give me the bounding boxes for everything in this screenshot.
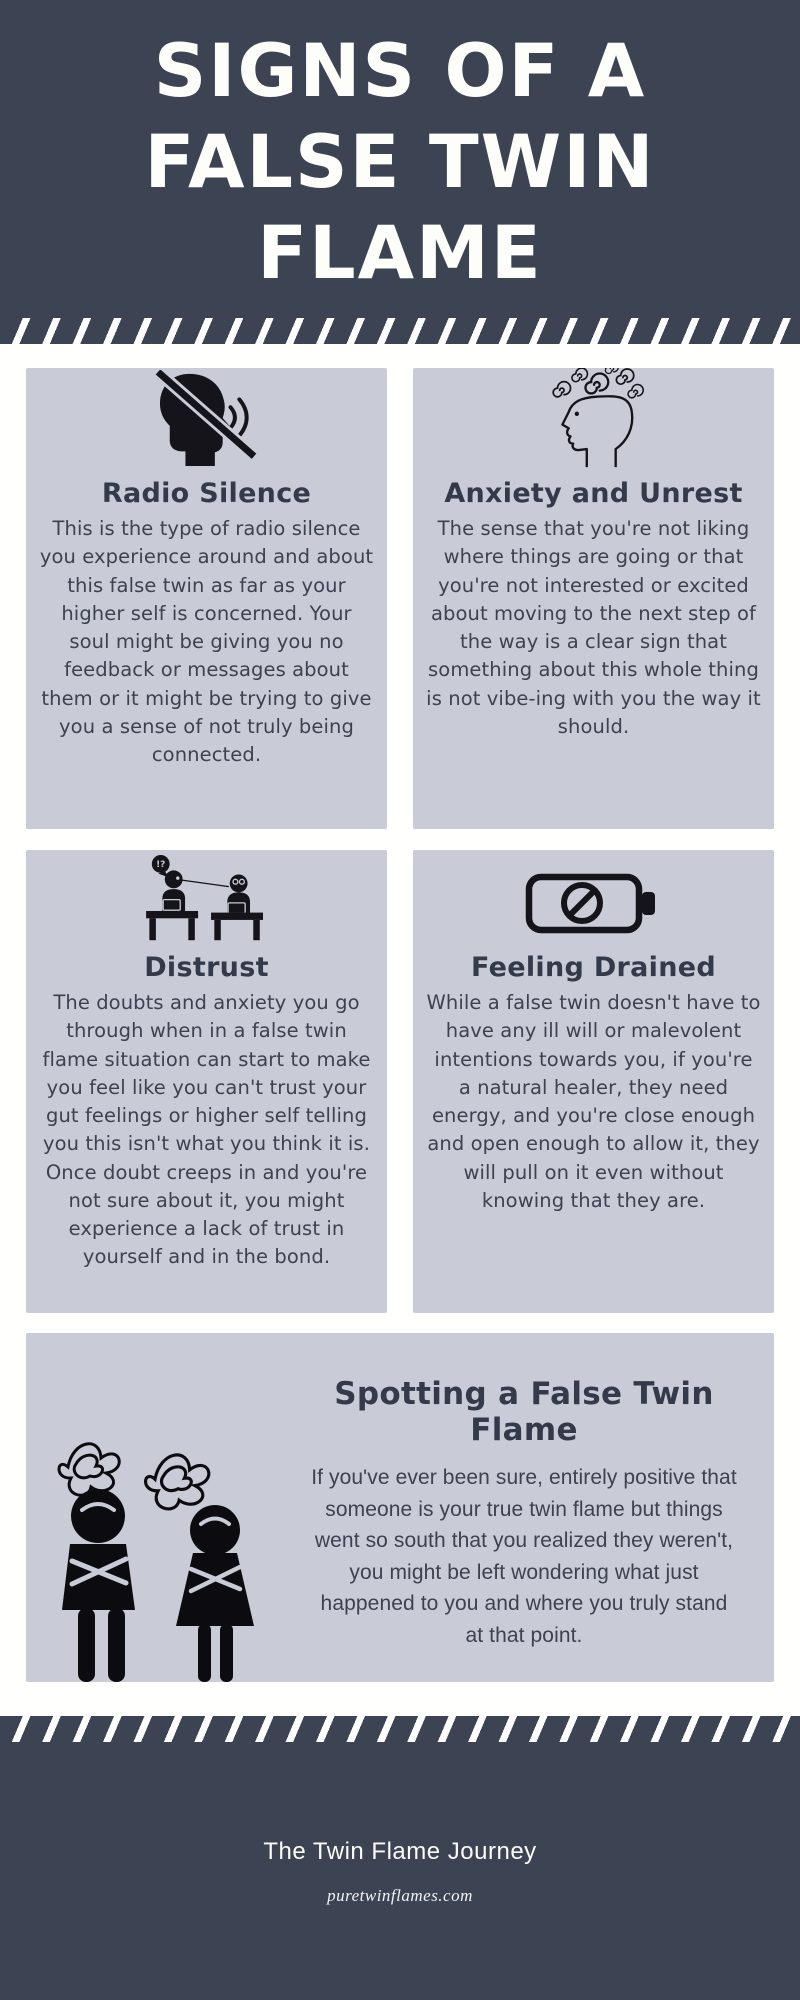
card-body: If you've ever been sure, entirely positive that someone is your true twin flame but things went so south that you realized they weren't, you might be left wondering what just happened to you and where you truly stand at that point. — [311, 1466, 737, 1647]
header — [0, 0, 800, 318]
distrust-bubble-text: !? — [155, 860, 165, 871]
stripe-divider-bottom — [0, 1716, 800, 1742]
wide-card-text — [298, 1377, 750, 1651]
anxious-head-icon — [413, 368, 774, 468]
card-body: While a false twin doesn't have to have any ill will or malevolent intentions towards you, if you're a natural healer, they need energy, and you're close enough and open enough to allow it, they will pull on it even without knowing that they are. — [426, 991, 761, 1212]
card-body: The sense that you're not liking where things are going or that you're not interested or excited about moving to the next step of the way is a clear sign that something about this whole thing is not vibe-ing with you the way it should. — [426, 517, 761, 738]
card-feeling-drained — [413, 850, 774, 1313]
card-body: This is the type of radio silence you experience around and about this false twin as far as your higher self is concerned. Your soul might be giving you no feedback or messages about them or it might be trying to give you a sense of not truly being connected. — [39, 517, 374, 767]
upset-couple-icon — [28, 1420, 328, 1682]
muted-head-icon — [26, 368, 387, 468]
card-title: Radio Silence — [101, 478, 312, 509]
card-title: Distrust — [144, 952, 269, 983]
page-title-line-1: SIGNS OF A — [153, 29, 647, 114]
content-area — [26, 368, 774, 1682]
card-title: Anxiety and Unrest — [444, 478, 743, 509]
stripe-divider-top — [0, 318, 800, 344]
card-radio-silence — [26, 368, 387, 829]
card-title: Spotting a False Twin Flame — [334, 1376, 714, 1448]
card-title: Feeling Drained — [471, 952, 716, 983]
page-title-line-2: FALSE TWIN — [144, 120, 656, 205]
footer — [0, 1742, 800, 2000]
card-spotting-a-false-twin-flame — [26, 1333, 774, 1682]
card-distrust — [26, 850, 387, 1313]
page-title-line-3: FLAME — [257, 211, 543, 296]
distrust-coworkers-icon — [26, 850, 387, 942]
page-title — [0, 0, 800, 299]
card-body: The doubts and anxiety you go through when in a false twin flame situation can start to make you feel like you can't trust your gut feelings or higher self telling you this isn't what you think it is. Once doubt creeps in and you're not sure about it, you might experience a lack of trust in yourself and in the bond. — [42, 991, 371, 1269]
website-url: puretwinflames.com — [327, 1886, 473, 1905]
footer-gap — [0, 1682, 800, 1716]
brand-name: The Twin Flame Journey — [263, 1838, 537, 1865]
empty-battery-icon — [413, 850, 774, 942]
card-anxiety-and-unrest — [413, 368, 774, 829]
